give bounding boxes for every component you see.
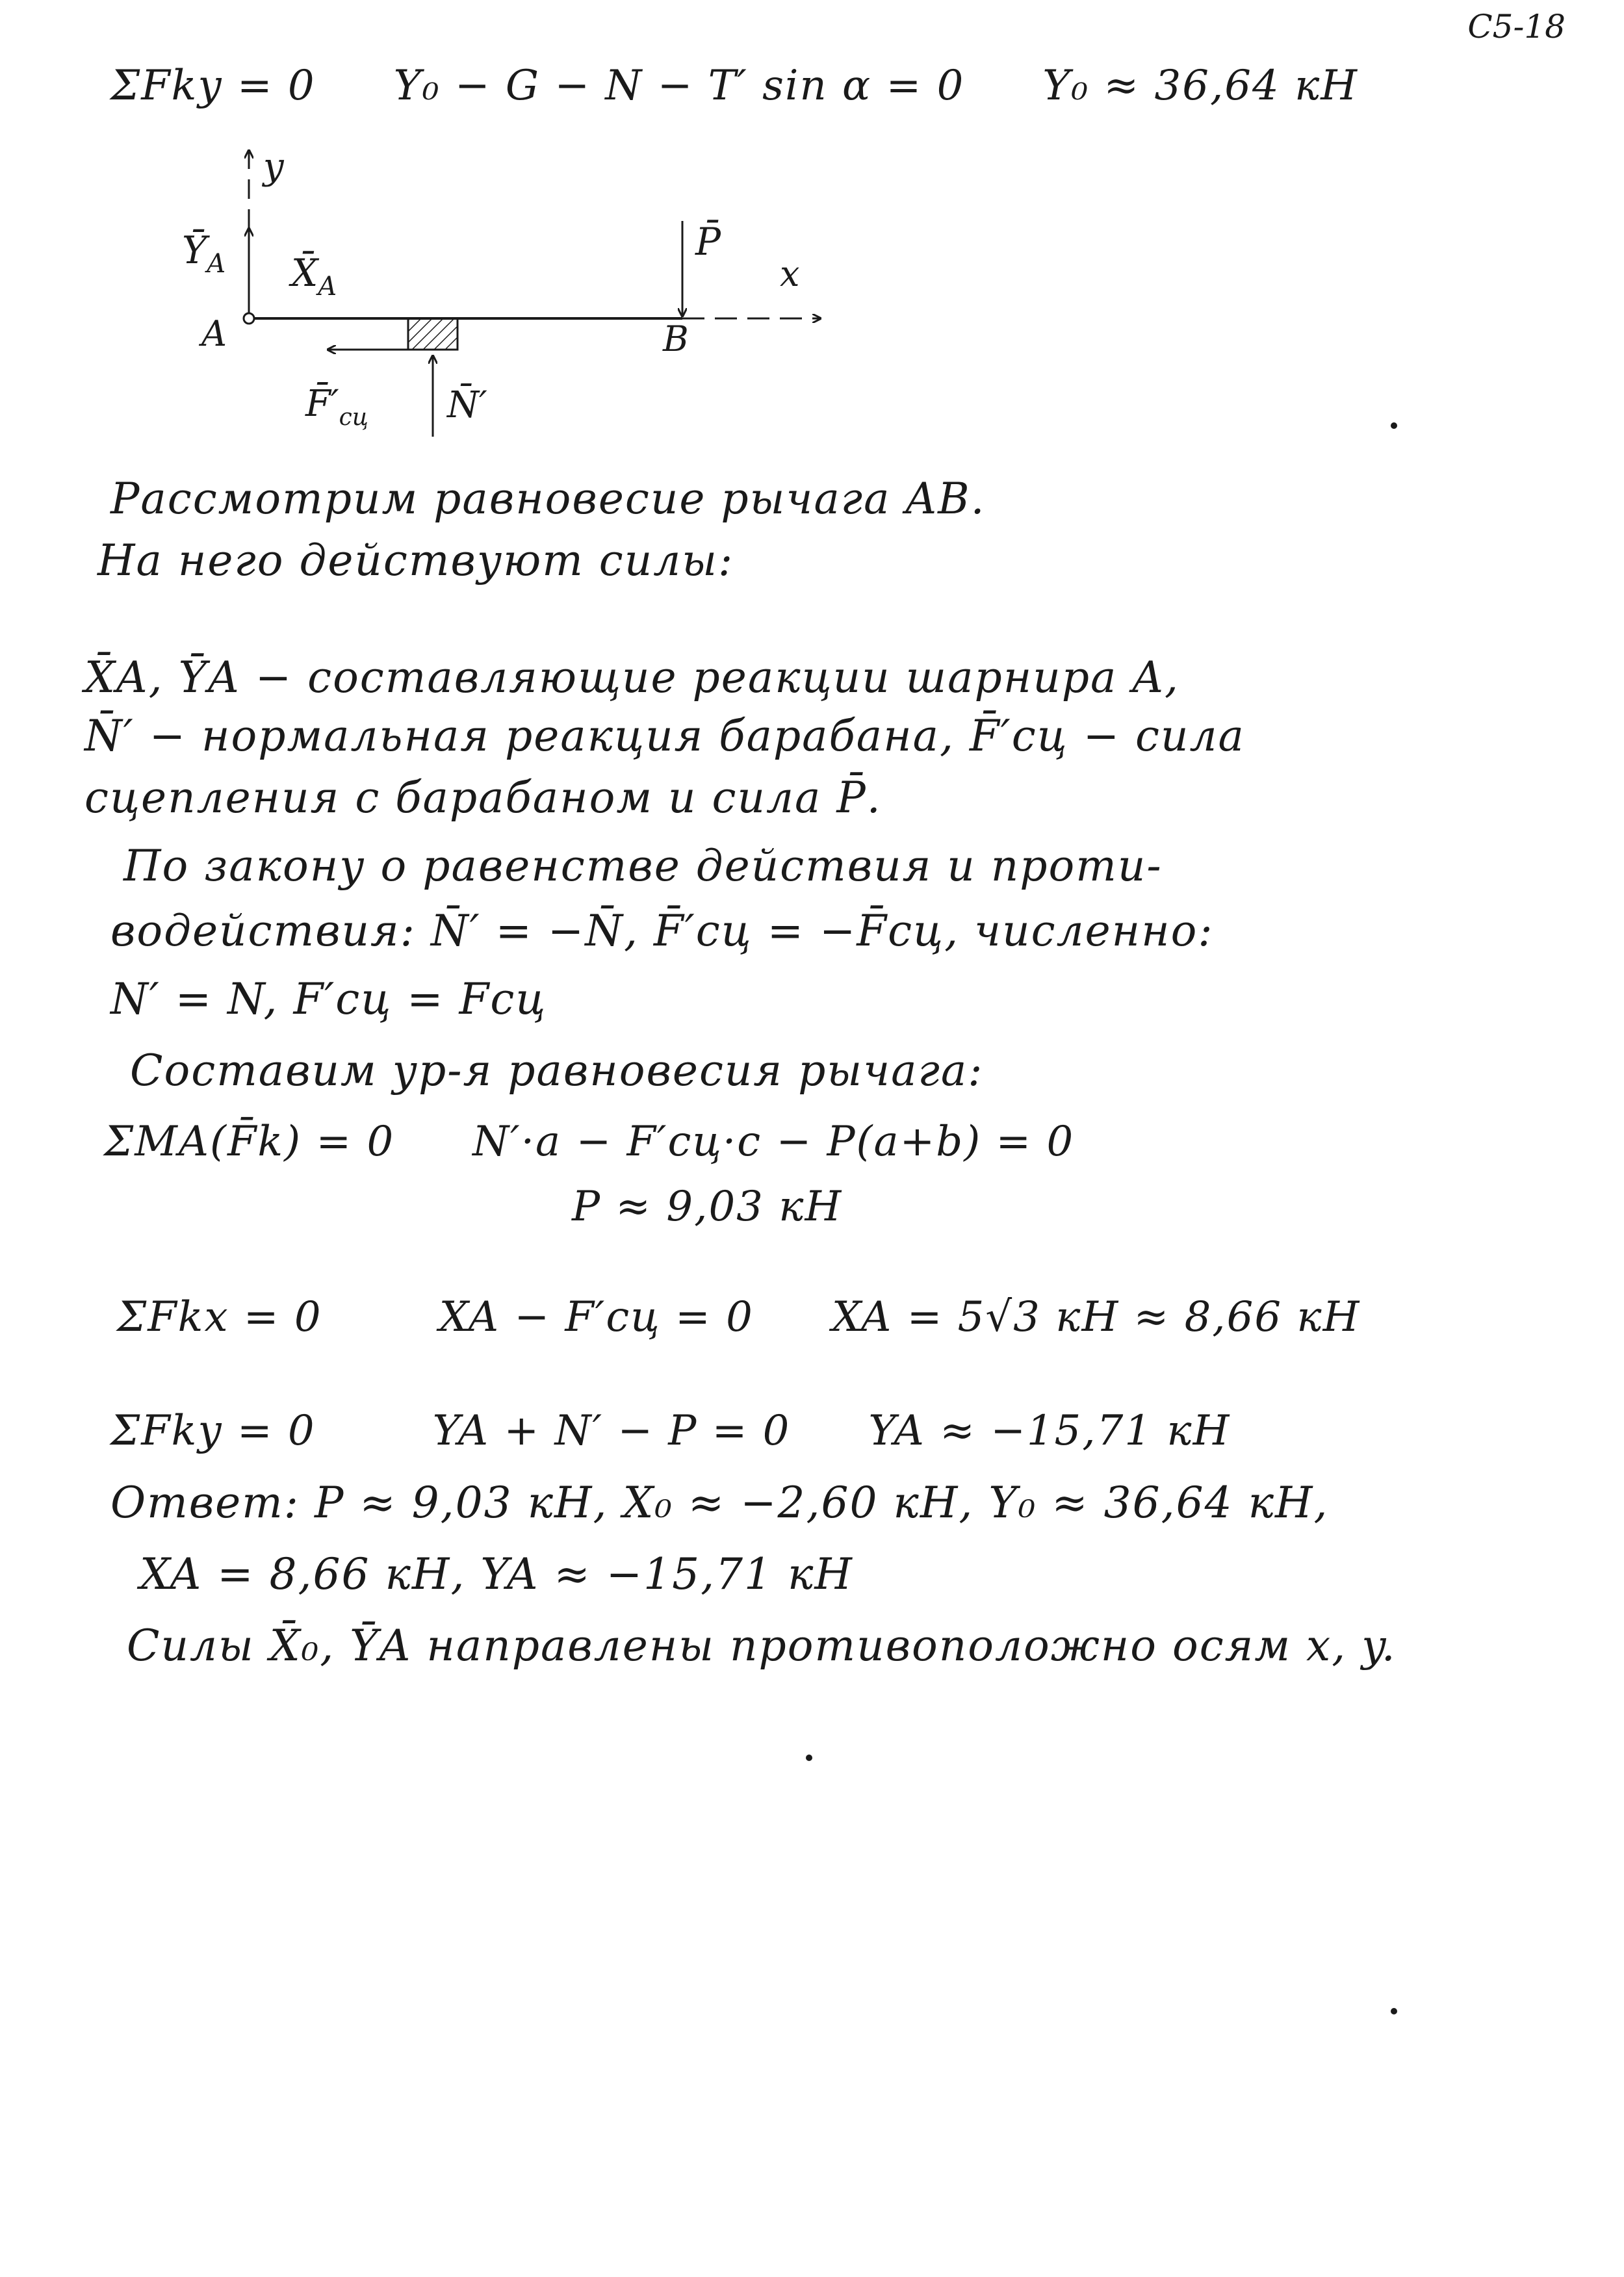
- xa-label: $X̄_A$: [291, 251, 337, 302]
- sum-fkx-label: ΣFkx = 0: [117, 1293, 322, 1341]
- fy-equation-line: [110, 1407, 1231, 1455]
- y0-result: Y₀ ≈ 36,64 кН: [1042, 62, 1359, 110]
- sum-ma-label: ΣMA(F̄k) = 0: [104, 1118, 395, 1166]
- answer-line-3: Силы X̄₀, ȲA направлены противоположно осям x, y.: [127, 1621, 1397, 1671]
- y-axis-label: y: [263, 146, 284, 188]
- text-line-4: N̄′ − нормальная реакция барабана, F̄′сц − сила: [84, 711, 1245, 761]
- text-line-5: сцепления с барабаном и сила P̄.: [84, 773, 882, 823]
- xa-result: XA = 5√3 кН ≈ 8,66 кН: [831, 1293, 1361, 1341]
- moment-equation-line: [104, 1118, 1075, 1166]
- ink-speck: [1391, 2008, 1397, 2014]
- fx-equation-line: [117, 1293, 1361, 1341]
- sum-fky-label: ΣFky = 0: [110, 62, 316, 110]
- text-line-1: Рассмотрим равновесие рычага AB.: [110, 474, 986, 524]
- ya-result: YA ≈ −15,71 кН: [868, 1407, 1231, 1455]
- p-result: P ≈ 9,03 кН: [572, 1183, 843, 1231]
- page-number: С5-18: [1467, 8, 1566, 45]
- brake-block: [408, 318, 458, 350]
- text-line-3: X̄A, ȲA − составляющие реакции шарнира A,: [84, 652, 1179, 702]
- ya-equation: YA + N′ − P = 0: [432, 1407, 791, 1455]
- ink-speck: [806, 1755, 812, 1761]
- xa-equation: XA − F′сц = 0: [439, 1293, 754, 1341]
- text-line-9: Составим ур-я равновесия рычага:: [130, 1046, 984, 1096]
- sum-fky-label-2: ΣFky = 0: [110, 1407, 316, 1455]
- text-line-8: N′ = N, F′сц = Fсц: [110, 974, 547, 1024]
- lever-diagram: [0, 0, 1624, 494]
- y0-equation: Y₀ − G − N − T′ sin α = 0: [393, 62, 965, 110]
- hinge-a: [244, 313, 254, 324]
- fsc-label: $F̄'_{сц}$: [305, 383, 368, 431]
- n-label: N̄′: [447, 384, 487, 426]
- text-line-7: водействия: N̄′ = −N̄, F̄′сц = −F̄сц, численно:: [110, 906, 1214, 956]
- p-label: P̄: [695, 220, 721, 264]
- point-b-label: B: [663, 318, 689, 359]
- text-line-2: На него действуют силы:: [97, 535, 734, 585]
- point-a-label: A: [201, 313, 227, 354]
- answer-line-2: XA = 8,66 кН, YA ≈ −15,71 кН: [140, 1549, 853, 1599]
- answer-line-1: Ответ: P ≈ 9,03 кН, X₀ ≈ −2,60 кН, Y₀ ≈ 36,64 кН,: [110, 1478, 1329, 1528]
- text-line-6: По закону о равенстве действия и проти-: [123, 841, 1163, 891]
- ya-label: $Ȳ_A$: [182, 228, 226, 279]
- x-axis-label: x: [780, 253, 800, 294]
- moment-equation: N′·a − F′сц·c − P(a+b) = 0: [472, 1118, 1075, 1166]
- ink-speck: [1391, 422, 1397, 429]
